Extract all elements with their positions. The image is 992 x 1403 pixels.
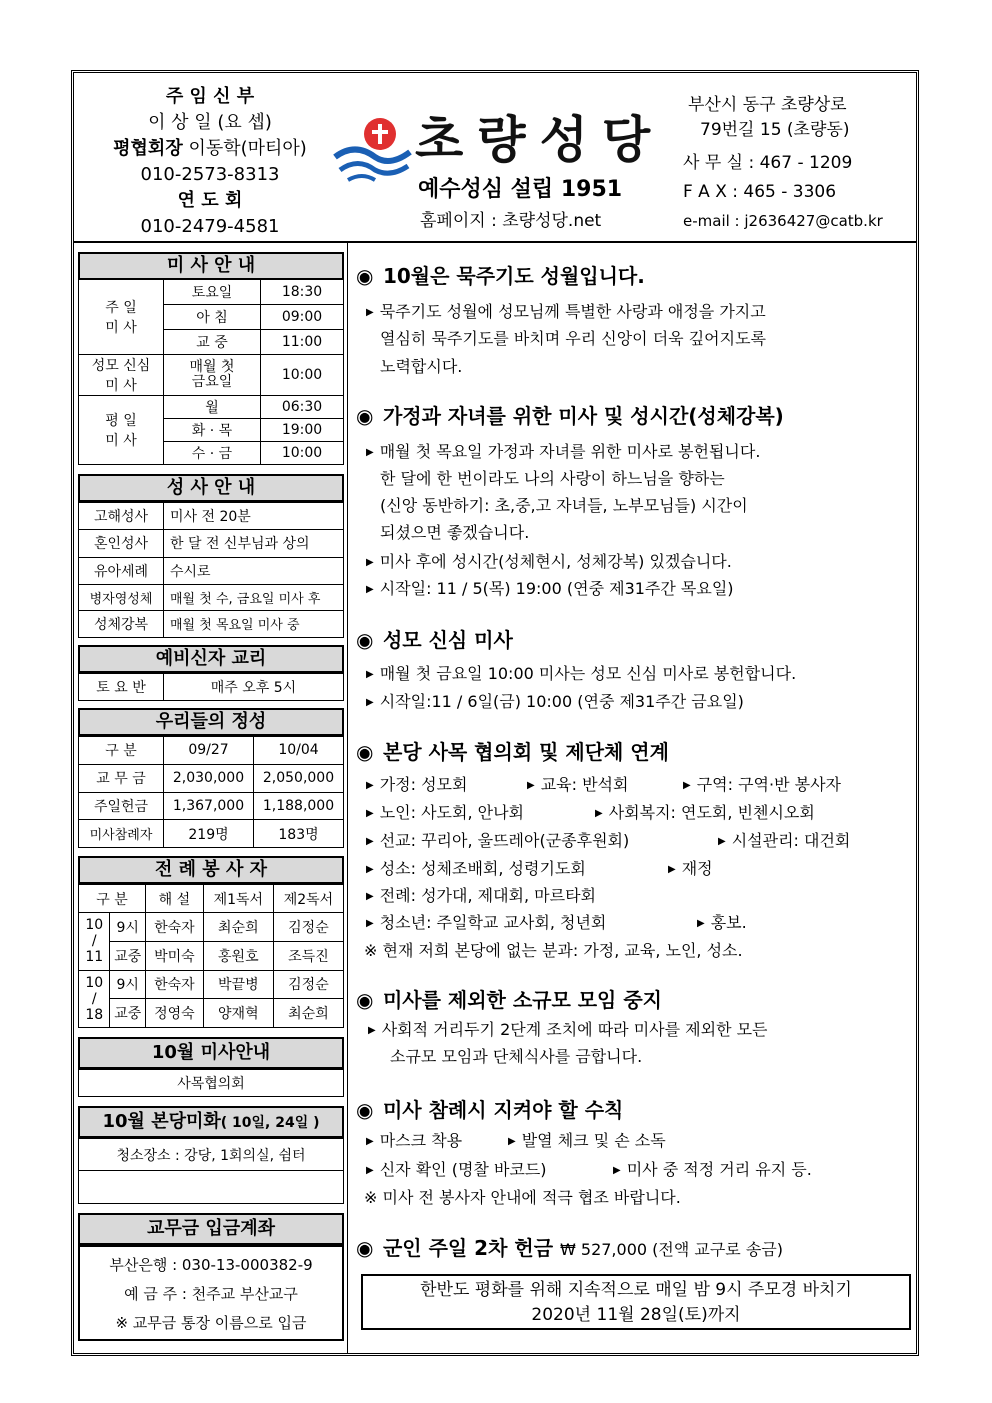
- mass-day: 월: [164, 396, 261, 419]
- catechumen-table: [78, 673, 344, 701]
- section-mark-icon: ◉: [356, 1236, 374, 1260]
- section-title: ◉ 가정과 자녀를 위한 미사 및 성시간(성체강복): [356, 404, 784, 428]
- org-row: ▶ 선교: 꾸리아, 울뜨레아(군종후원회): [366, 829, 629, 854]
- section-title: ◉ 성모 신심 미사: [356, 628, 513, 652]
- mass-day: 수 · 금: [164, 442, 261, 465]
- offering-header: 10/04: [254, 737, 344, 765]
- org-row: ▶ 홍보.: [697, 911, 747, 936]
- cleaning-title: [78, 1106, 344, 1138]
- council-title: 평협회장: [113, 138, 183, 159]
- header-divider: [74, 241, 916, 243]
- org-note: ※ 현재 저희 본당에 없는 분과: 가정, 교육, 노인, 성소.: [364, 941, 743, 960]
- bullet-icon: ▶: [366, 306, 374, 318]
- section-line: 한 달에 한 번이라도 나의 사랑이 하느님을 향하는: [380, 469, 725, 488]
- rule-note: ※ 미사 전 봉사자 안내에 적극 협조 바랍니다.: [364, 1188, 681, 1207]
- catechumen-title: 예비신자 교리: [78, 645, 344, 673]
- sacrament-desc: 매월 첫 수, 금요일 미사 후: [164, 584, 344, 610]
- mass-day: 아 침: [164, 305, 261, 330]
- account-title: 교무금 입금계좌: [78, 1213, 344, 1245]
- mass-day: 토요일: [164, 280, 261, 305]
- homepage: 홈페이지 : 초량성당.net: [420, 211, 602, 231]
- bullet-icon: ▶: [366, 446, 374, 458]
- sacrament-desc: 매월 첫 목요일 미사 중: [164, 610, 344, 637]
- bullet-icon: ▶: [718, 835, 726, 847]
- church-name: 초량성당: [415, 111, 665, 169]
- section-title: ◉ 미사를 제외한 소규모 모임 중지: [356, 988, 662, 1012]
- sacrament-title: 성 사 안 내: [78, 474, 344, 502]
- offering-value: 1,367,000: [164, 792, 254, 820]
- october-mass-table: [78, 1069, 344, 1097]
- pastor-block: [80, 84, 340, 240]
- mass-time: 18:30: [261, 280, 344, 305]
- bullet-icon: ▶: [366, 917, 374, 929]
- sunday-label: 주 일 미 사: [79, 280, 164, 355]
- mass-guide-table: [78, 279, 344, 465]
- org-row: ▶ 사회복지: 연도회, 빈첸시오회: [595, 801, 815, 826]
- bullet-icon: ▶: [366, 863, 374, 875]
- section-line: ▶ 매월 첫 목요일 가정과 자녀를 위한 미사로 봉헌됩니다.: [366, 440, 760, 465]
- org-row: ▶ 교육: 반석회: [527, 773, 628, 798]
- column-divider: [347, 243, 348, 1353]
- bullet-icon: ▶: [366, 779, 374, 791]
- weekday-label: 평 일 미 사: [79, 396, 164, 465]
- council-line: [80, 136, 340, 162]
- section-mark-icon: ◉: [356, 1098, 374, 1122]
- mass-day: 교 중: [164, 330, 261, 355]
- liturgy-mass: 9시: [110, 913, 146, 942]
- org-row: ▶ 전례: 성가대, 제대회, 마르타회: [366, 884, 596, 909]
- yeondo-title: 연 도 회: [177, 190, 243, 211]
- offering-value: 1,188,000: [254, 792, 344, 820]
- section-line: 되셨으면 좋겠습니다.: [380, 523, 530, 542]
- rule-row: ▶ 발열 체크 및 손 소독: [508, 1129, 666, 1154]
- org-row: ▶ 노인: 사도회, 안나회: [366, 801, 524, 826]
- section-title: ◉ 본당 사목 협의회 및 제단체 연계: [356, 740, 669, 764]
- catechumen-class: 토 요 반: [79, 674, 164, 701]
- fax: F A X : 465 - 3306: [683, 182, 837, 202]
- bullet-icon: ▶: [508, 1135, 516, 1147]
- peace-prayer-notice: [361, 1274, 911, 1330]
- cleaning-title-text: 10월 본당미화: [102, 1111, 221, 1132]
- mass-time: 19:00: [261, 419, 344, 442]
- org-row: ▶ 구역: 구역·반 봉사자: [683, 773, 841, 798]
- pastor-title: 주 임 신 부: [165, 86, 255, 107]
- liturgy-header: 해 설: [146, 885, 204, 913]
- sacrament-name: 고해성사: [79, 503, 164, 530]
- liturgy-person: 박끝병: [203, 970, 273, 999]
- org-row: ▶ 성소: 성체조배회, 성령기도회: [366, 857, 586, 882]
- liturgy-person: 김정순: [273, 970, 343, 999]
- mass-guide-title: 미 사 안 내: [78, 252, 344, 280]
- liturgy-person: 정영숙: [146, 999, 204, 1028]
- section-mark-icon: ◉: [356, 988, 374, 1012]
- bullet-icon: ▶: [366, 1135, 374, 1147]
- section-line: 소규모 모임과 단체식사를 금합니다.: [390, 1047, 643, 1066]
- cleaning-empty: [79, 1171, 344, 1204]
- mass-time: 11:00: [261, 330, 344, 355]
- offering-label: 미사참례자: [79, 820, 164, 848]
- sacrament-desc: 한 달 전 신부님과 상의: [164, 530, 344, 557]
- founding: 예수성심 설립 1951: [418, 177, 623, 202]
- rule-row: ▶ 신자 확인 (명찰 바코드): [366, 1158, 547, 1183]
- mass-day: 화 · 목: [164, 419, 261, 442]
- council-phone: 010-2573-8313: [140, 164, 280, 185]
- military-offering-amount: ₩ 527,000 (전액 교구로 송금): [559, 1240, 783, 1259]
- sacrament-desc: 수시로: [164, 557, 344, 584]
- offering-value: 183명: [254, 820, 344, 848]
- section-line: ▶ 사회적 거리두기 2단계 조치에 따라 미사를 제외한 모든: [368, 1018, 768, 1043]
- address-1: 부산시 동구 초량상로: [688, 95, 847, 115]
- heart-mass-label: 성모 신심 미 사: [79, 355, 164, 396]
- liturgy-person: 김정순: [273, 913, 343, 942]
- sacrament-name: 혼인성사: [79, 530, 164, 557]
- bullet-icon: ▶: [368, 1024, 376, 1036]
- section-title: ◉ 군인 주일 2차 헌금 ₩ 527,000 (전액 교구로 송금): [356, 1236, 783, 1260]
- liturgy-person: 한숙자: [146, 970, 204, 999]
- liturgy-date: 10 / 11: [79, 913, 110, 971]
- bullet-icon: ▶: [366, 835, 374, 847]
- section-line: ▶ 시작일: 11 / 5(목) 19:00 (연중 제31주간 목요일): [366, 577, 734, 602]
- liturgy-person: 박미숙: [146, 941, 204, 970]
- october-mass-body: 사목협의회: [79, 1070, 344, 1097]
- catechumen-time: 매주 오후 5시: [164, 674, 344, 701]
- liturgy-title: 전 례 봉 사 자: [78, 856, 344, 884]
- liturgy-person: 최순희: [273, 999, 343, 1028]
- council-name: 이동학(마티아): [188, 138, 307, 159]
- account-holder: 예 금 주 : 천주교 부산교구: [124, 1285, 298, 1303]
- offering-value: 219명: [164, 820, 254, 848]
- bullet-icon: ▶: [366, 1164, 374, 1176]
- heart-mass-day: 매월 첫 금요일: [164, 355, 261, 396]
- sacrament-name: 병자영성체: [79, 584, 164, 610]
- section-mark-icon: ◉: [356, 404, 374, 428]
- section-line: ▶ 미사 후에 성시간(성체현시, 성체강복) 있겠습니다.: [366, 550, 732, 575]
- bullet-icon: ▶: [697, 917, 705, 929]
- email: e-mail : j2636427@catb.kr: [683, 212, 883, 230]
- mass-time: 09:00: [261, 305, 344, 330]
- notice-line-1: 한반도 평화를 위해 지속적으로 매일 밤 9시 주모경 바치기: [420, 1280, 852, 1300]
- cleaning-dates: ( 10일, 24일 ): [220, 1115, 320, 1131]
- liturgy-person: 한숙자: [146, 913, 204, 942]
- cleaning-body: 청소장소 : 강당, 1회의실, 쉼터: [79, 1139, 344, 1171]
- mass-time: 10:00: [261, 442, 344, 465]
- account-bank: 부산은행 : 030-13-000382-9: [109, 1256, 313, 1274]
- bullet-icon: ▶: [366, 556, 374, 568]
- pastor-name: 이 상 일 (요 셉): [148, 112, 272, 133]
- liturgy-mass: 9시: [110, 970, 146, 999]
- yeondo-phone: 010-2479-4581: [140, 216, 280, 237]
- offering-table: [78, 736, 344, 848]
- liturgy-person: 조득진: [273, 941, 343, 970]
- church-logo-icon: [330, 112, 415, 187]
- sacrament-table: [78, 502, 344, 638]
- bullet-icon: ▶: [683, 779, 691, 791]
- bullet-icon: ▶: [366, 890, 374, 902]
- bullet-icon: ▶: [595, 807, 603, 819]
- section-line: ▶ 시작일:11 / 6일(금) 10:00 (연중 제31주간 금요일): [366, 690, 744, 715]
- org-row: ▶ 시설관리: 대건회: [718, 829, 850, 854]
- org-row: ▶ 가정: 성모회: [366, 773, 467, 798]
- org-row: ▶ 청소년: 주일학교 교사회, 청년회: [366, 911, 606, 936]
- bullet-icon: ▶: [366, 668, 374, 680]
- offering-header: 09/27: [164, 737, 254, 765]
- section-line: ▶ 묵주기도 성월에 성모님께 특별한 사랑과 애정을 가지고: [366, 300, 766, 325]
- cleaning-table: [78, 1138, 344, 1204]
- liturgy-header: 구 분: [79, 885, 146, 913]
- org-row: ▶ 재정: [668, 857, 713, 882]
- section-line: 노력합시다.: [380, 357, 463, 376]
- liturgy-person: 최순희: [203, 913, 273, 942]
- rule-row: ▶ 마스크 착용: [366, 1129, 462, 1154]
- mass-time: 06:30: [261, 396, 344, 419]
- bullet-icon: ▶: [366, 807, 374, 819]
- account-box: [78, 1245, 344, 1341]
- october-mass-title: 10월 미사안내: [78, 1037, 344, 1069]
- sacrament-name: 유아세례: [79, 557, 164, 584]
- heart-mass-time: 10:00: [261, 355, 344, 396]
- bullet-icon: ▶: [366, 696, 374, 708]
- liturgy-header: 제2독서: [273, 885, 343, 913]
- bullet-icon: ▶: [527, 779, 535, 791]
- notice-line-2: 2020년 11월 28일(토)까지: [531, 1305, 741, 1325]
- offering-title: 우리들의 정성: [78, 708, 344, 736]
- office-phone: 사 무 실 : 467 - 1209: [683, 153, 853, 173]
- offering-header: 구 분: [79, 737, 164, 765]
- rule-row: ▶ 미사 중 적정 거리 유지 등.: [613, 1158, 812, 1183]
- liturgy-person: 양재혁: [203, 999, 273, 1028]
- liturgy-person: 홍원호: [203, 941, 273, 970]
- section-mark-icon: ◉: [356, 628, 374, 652]
- liturgy-header: 제1독서: [203, 885, 273, 913]
- offering-label: 주일헌금: [79, 792, 164, 820]
- sacrament-desc: 미사 전 20분: [164, 503, 344, 530]
- liturgy-table: [78, 884, 344, 1028]
- sacrament-name: 성체강복: [79, 610, 164, 637]
- section-mark-icon: ◉: [356, 740, 374, 764]
- liturgy-mass: 교중: [110, 941, 146, 970]
- section-title: ◉ 10월은 묵주기도 성월입니다.: [356, 264, 645, 288]
- liturgy-mass: 교중: [110, 999, 146, 1028]
- offering-label: 교 무 금: [79, 764, 164, 792]
- bullet-icon: ▶: [668, 863, 676, 875]
- bullet-icon: ▶: [613, 1164, 621, 1176]
- section-line: ▶ 매월 첫 금요일 10:00 미사는 성모 신심 미사로 봉헌합니다.: [366, 662, 796, 687]
- address-2: 79번길 15 (초량동): [700, 120, 850, 140]
- liturgy-date: 10 / 18: [79, 970, 110, 1028]
- bullet-icon: ▶: [366, 583, 374, 595]
- account-note: ※ 교무금 통장 이름으로 입금: [115, 1314, 307, 1332]
- section-line: 열심히 묵주기도를 바치며 우리 신앙이 더욱 깊어지도록: [380, 329, 767, 348]
- section-title: ◉ 미사 참례시 지켜야 할 수칙: [356, 1098, 624, 1122]
- offering-value: 2,050,000: [254, 764, 344, 792]
- section-mark-icon: ◉: [356, 264, 374, 288]
- offering-value: 2,030,000: [164, 764, 254, 792]
- section-line: (신앙 동반하기: 초,중,고 자녀들, 노부모님들) 시간이: [380, 496, 748, 515]
